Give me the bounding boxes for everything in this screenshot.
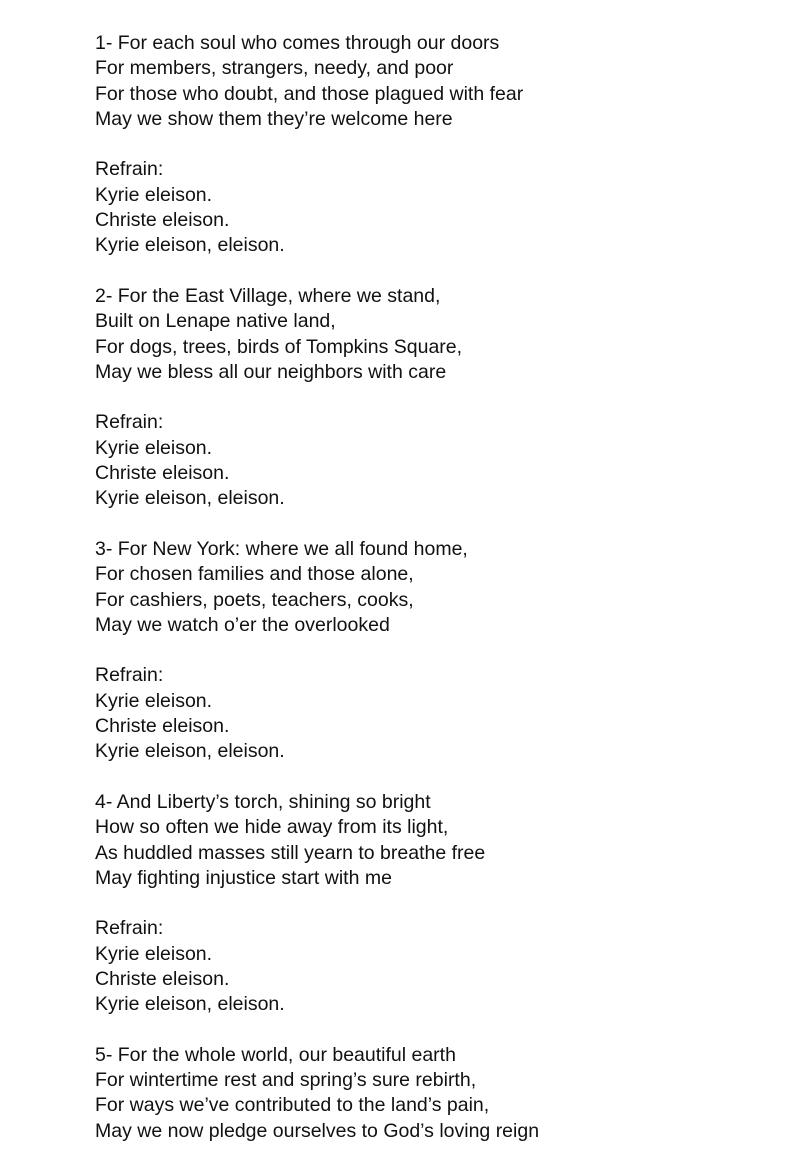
refrain-1 xyxy=(95,157,539,258)
verse-line: Built on Lenape native land, xyxy=(95,310,336,333)
verse-line: How so often we hide away from its light, xyxy=(95,816,449,839)
verse-line: For dogs, trees, birds of Tompkins Square, xyxy=(95,335,463,358)
refrain-line: Kyrie eleison. xyxy=(95,689,213,712)
refrain-line: Kyrie eleison. xyxy=(95,436,213,459)
verse-line: 3- For New York: where we all found home, xyxy=(95,537,468,560)
refrain-line: Kyrie eleison, eleison. xyxy=(95,993,285,1016)
hymn-lyrics xyxy=(95,31,539,1144)
refrain-line: Christe eleison. xyxy=(95,967,230,990)
refrain-heading: Refrain: xyxy=(95,158,164,181)
refrain-2 xyxy=(95,410,539,511)
verse-1 xyxy=(95,31,539,132)
refrain-line: Kyrie eleison, eleison. xyxy=(95,740,285,763)
verse-line: For those who doubt, and those plagued with fear xyxy=(95,82,524,105)
verse-line: For cashiers, poets, teachers, cooks, xyxy=(95,588,414,611)
refrain-3 xyxy=(95,663,539,764)
verse-line: For wintertime rest and spring’s sure rebirth, xyxy=(95,1069,477,1092)
verse-line: May we bless all our neighbors with care xyxy=(95,360,447,383)
verse-line: 5- For the whole world, our beautiful earth xyxy=(95,1043,456,1066)
verse-line: May fighting injustice start with me xyxy=(95,866,392,889)
refrain-heading: Refrain: xyxy=(95,917,164,940)
verse-2 xyxy=(95,284,539,385)
verse-line: For ways we’ve contributed to the land’s pain, xyxy=(95,1094,490,1117)
verse-3 xyxy=(95,537,539,638)
refrain-line: Kyrie eleison. xyxy=(95,183,213,206)
verse-line: May we watch o’er the overlooked xyxy=(95,613,390,636)
verse-line: For chosen families and those alone, xyxy=(95,563,414,586)
verse-line: May we show them they’re welcome here xyxy=(95,107,453,130)
verse-line: For members, strangers, needy, and poor xyxy=(95,57,454,80)
refrain-heading: Refrain: xyxy=(95,664,164,687)
refrain-line: Kyrie eleison, eleison. xyxy=(95,487,285,510)
verse-line: May we now pledge ourselves to God’s loving reign xyxy=(95,1119,540,1142)
verse-4 xyxy=(95,790,539,891)
refrain-4 xyxy=(95,916,539,1017)
refrain-line: Christe eleison. xyxy=(95,209,230,232)
refrain-line: Kyrie eleison. xyxy=(95,942,213,965)
verse-line: 4- And Liberty’s torch, shining so bright xyxy=(95,790,431,813)
refrain-line: Christe eleison. xyxy=(95,715,230,738)
verse-5 xyxy=(95,1043,539,1144)
refrain-line: Christe eleison. xyxy=(95,462,230,485)
verse-line: 1- For each soul who comes through our doors xyxy=(95,32,500,54)
verse-line: 2- For the East Village, where we stand, xyxy=(95,284,441,307)
verse-line: As huddled masses still yearn to breathe free xyxy=(95,841,486,864)
refrain-heading: Refrain: xyxy=(95,411,164,434)
refrain-line: Kyrie eleison, eleison. xyxy=(95,234,285,257)
